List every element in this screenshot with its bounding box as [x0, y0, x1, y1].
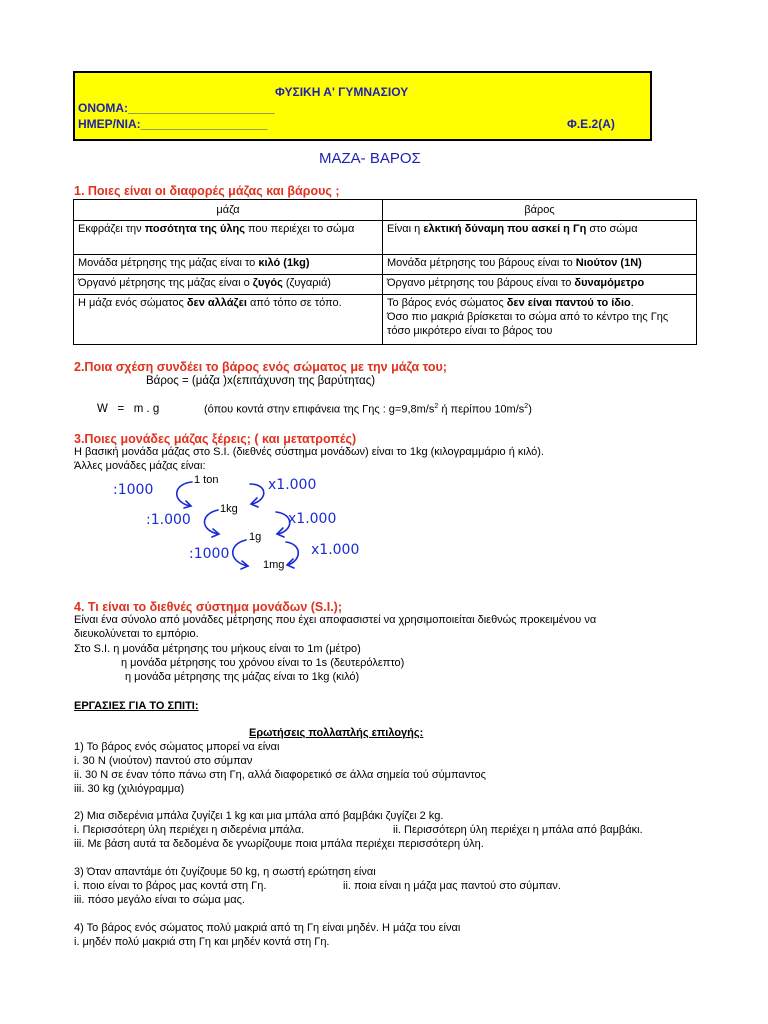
multiply-note: x1.000	[268, 477, 317, 493]
hw-q4: 4) Το βάρος ενός σώματος πολύ μακριά από τη Γη είναι μηδέν. Η μάζα του είναι	[74, 922, 461, 934]
q1-heading: 1. Ποιες είναι οι διαφορές μάζας και βάρους ;	[74, 184, 340, 198]
date-field: ΗΜΕΡ/ΝΙΑ:___________________	[78, 117, 268, 131]
weight-cell: Όργανο μέτρησης του βάρους είναι το δυναμόμετρο	[383, 275, 697, 295]
hw-q1-option: iii. 30 kg (χιλιόγραμμα)	[74, 783, 185, 795]
q4-line: Στο S.I. η μονάδα μέτρησης του μήκους είναι το 1m (μέτρο)	[74, 643, 361, 655]
mass-cell: Όργανό μέτρησης της μάζας είναι ο ζυγός (ζυγαριά)	[74, 275, 383, 295]
mass-cell: Εκφράζει την ποσότητα της ύλης που περιέχει το σώμα	[74, 221, 383, 255]
weight-cell: Μονάδα μέτρησης του βάρους είναι το Νιούτον (1Ν)	[383, 255, 697, 275]
multiply-note: x1.000	[311, 542, 360, 558]
table-row	[74, 275, 697, 295]
unit-ton: 1 ton	[194, 474, 219, 486]
left-arrow-ton-kg	[177, 482, 192, 506]
unit-g: 1g	[249, 531, 262, 543]
name-field: ΟΝΟΜΑ:______________________	[78, 101, 275, 115]
q4-heading: 4. Τι είναι το διεθνές σύστημα μονάδων (S.I.);	[74, 600, 343, 614]
mass-cell: Μονάδα μέτρησης της μάζας είναι το κιλό (1kg)	[74, 255, 383, 275]
hw-q3-option: iii. πόσο μεγάλο είναι το σώμα μας.	[74, 894, 245, 906]
q3-heading: 3.Ποιες μονάδες μάζας ξέρεις; ( και μετατροπές)	[74, 432, 357, 446]
mass-weight-table	[73, 199, 697, 345]
table-header-row	[74, 200, 697, 221]
sheet-code: Φ.Ε.2(Α)	[567, 117, 615, 131]
weight-cell: Είναι η ελκτική δύναμη που ασκεί η Γη στο σώμα	[383, 221, 697, 255]
hw-q1: 1) Το βάρος ενός σώματος μπορεί να είναι	[74, 741, 280, 753]
hw-q2-option: i. Περισσότερη ύλη περιέχει η σιδερένια μπάλα.	[74, 824, 305, 836]
multiply-note: x1.000	[288, 511, 337, 527]
q4-line: η μονάδα μέτρησης του χρόνου είναι το 1s (δευτερόλεπτο)	[121, 657, 405, 669]
hw-q2-option: ii. Περισσότερη ύλη περιέχει η μπάλα από βαμβάκι.	[393, 824, 643, 836]
hw-q3: 3) Όταν απαντάμε ότι ζυγίζουμε 50 kg, η σωστή ερώτηση είναι	[74, 866, 376, 878]
q3-line: Άλλες μονάδες μάζας είναι:	[74, 460, 206, 472]
q4-line: διευκολύνεται το εμπόριο.	[74, 628, 199, 640]
hw-q3-option: i. ποιο είναι το βάρος μας κοντά στη Γη.	[74, 880, 267, 892]
hw-q3-option: ii. ποια είναι η μάζα μας παντού στο σύμπαν.	[343, 880, 561, 892]
q4-line: Είναι ένα σύνολο από μονάδες μέτρησης που έχει αποφασιστεί να χρησιμοποιείται διεθνώς προκειμένου να	[74, 614, 597, 626]
table-row	[74, 295, 697, 345]
formula-words: Βάρος = (μάζα )x(επιτάχυνση της βαρύτητας)	[146, 375, 376, 387]
unit-mg: 1mg	[263, 559, 285, 571]
course-title: ΦΥΣΙΚΗ Α' ΓΥΜΝΑΣΙΟΥ	[275, 85, 409, 99]
divide-note: :1000	[113, 482, 154, 498]
left-arrow-g-mg	[233, 540, 248, 566]
col-mass-header: μάζα	[74, 200, 383, 221]
table-row	[74, 255, 697, 275]
homework-subheading: Ερωτήσεις πολλαπλής επιλογής:	[249, 727, 424, 739]
homework-heading: ΕΡΓΑΣΙΕΣ ΓΙΑ ΤΟ ΣΠΙΤΙ:	[74, 700, 199, 712]
formula-symbols: W = m . g	[97, 403, 160, 415]
q4-line: η μονάδα μέτρησης της μάζας είναι το 1kg (κιλό)	[125, 671, 360, 683]
hw-q1-option: ii. 30 Ν σε έναν τόπο πάνω στη Γη, αλλά διαφορετικό σε άλλα σημεία τού σύμπαντος	[74, 769, 486, 781]
hw-q2-option: iii. Με βάση αυτά τα δεδομένα δε γνωρίζουμε ποια μπάλα περιέχει περισσότερη ύλη.	[74, 838, 484, 850]
q3-line: Η βασική μονάδα μάζας στο S.I. (διεθνές σύστημα μονάδων) είναι το 1kg (κιλογραμμάριο ή κιλό).	[74, 446, 544, 458]
right-arrow-ton-kg	[250, 484, 264, 504]
hw-q2: 2) Μια σιδερένια μπάλα ζυγίζει 1 kg και μια μπάλα από βαμβάκι ζυγίζει 2 kg.	[74, 810, 444, 822]
hw-q1-option: i. 30 Ν (νιούτον) παντού στο σύμπαν	[74, 755, 253, 767]
hw-q4-option: i. μηδέν πολύ μακριά στη Γη και μηδέν κοντά στη Γη.	[74, 936, 330, 948]
mass-cell: Η μάζα ενός σώματος δεν αλλάζει από τόπο σε τόπο.	[74, 295, 383, 345]
table-row	[74, 221, 697, 255]
divide-note: :1.000	[146, 512, 191, 528]
divide-note: :1000	[189, 546, 230, 562]
weight-cell: Το βάρος ενός σώματος δεν είναι παντού το ίδιο. Όσο πιο μακριά βρίσκεται το σώμα από το κέντρο της Γης τόσο μικρότερο είναι το βάρος του	[383, 295, 697, 345]
right-arrow-g-mg	[286, 542, 298, 565]
q2-heading: 2.Ποια σχέση συνδέει το βάρος ενός σώματος με την μάζα του;	[74, 360, 447, 374]
left-arrow-kg-g	[205, 510, 219, 534]
page-title: ΜΑΖΑ- ΒΑΡΟΣ	[319, 150, 421, 167]
unit-kg: 1kg	[220, 503, 238, 515]
gravity-note: (όπου κοντά στην επιφάνεια της Γης : $g=9,8m/s^2$ ή περίπου $10m/s^2$)	[204, 403, 532, 416]
col-weight-header: βάρος	[383, 200, 697, 221]
